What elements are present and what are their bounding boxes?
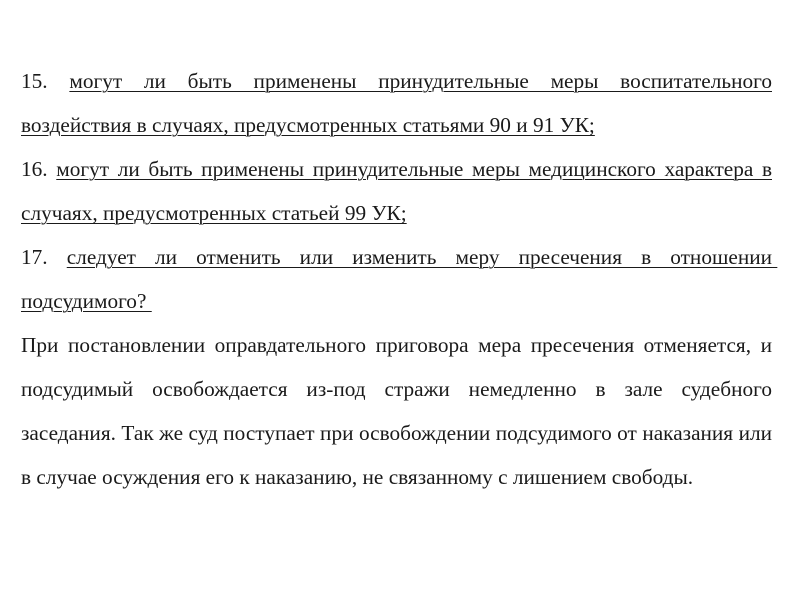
item-text: следует ли отменить или изменить меру пресечения в отношении подсудимого? <box>21 245 778 313</box>
item-number: 17. <box>21 245 48 269</box>
list-item-16 <box>21 147 772 235</box>
slide-body <box>21 59 778 499</box>
list-item-15 <box>21 59 772 147</box>
body-paragraph: При постановлении оправдательного приговора мера пресечения отменяется, и подсудимый освобождается из-под стражи немедленно в зале судебного заседания. Так же суд поступает при освобождении подсудимого от наказания или в случае осуждения его к наказанию, не связанному с лишением свободы. <box>21 333 772 489</box>
item-number: 16. <box>21 157 48 181</box>
list-item-17 <box>21 235 778 323</box>
item-text: могут ли быть применены принудительные меры воспитательного воздействия в случаях, предусмотренных статьями 90 и 91 УК; <box>21 69 772 137</box>
item-text: могут ли быть применены принудительные меры медицинского характера в случаях, предусмотренных статьей 99 УК; <box>21 157 772 225</box>
item-number: 15. <box>21 69 48 93</box>
